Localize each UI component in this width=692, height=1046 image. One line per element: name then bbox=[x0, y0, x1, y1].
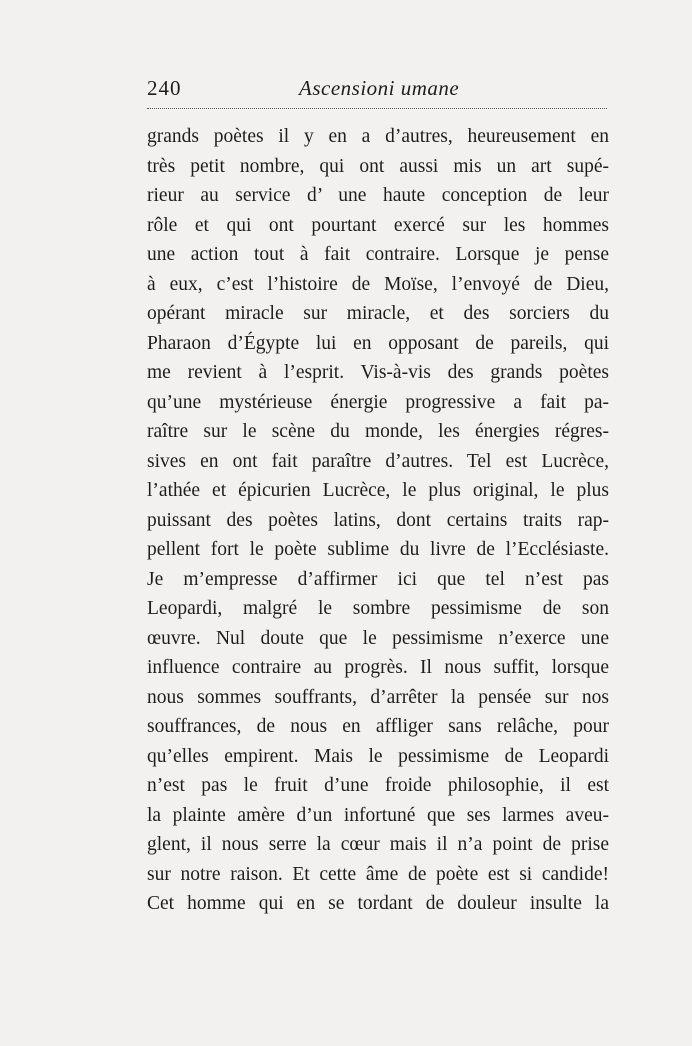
text-line: œuvre. Nul doute que le pessimisme n’exerce une bbox=[147, 627, 609, 649]
page-header bbox=[147, 74, 607, 104]
text-line: nous sommes souffrants, d’arrêter la pensée sur nos bbox=[147, 686, 609, 708]
text-line: pellent fort le poète sublime du livre de l’Ecclésiaste. bbox=[147, 539, 609, 560]
text-line: n’est pas le fruit d’une froide philosophie, il est bbox=[147, 775, 609, 796]
text-line: très petit nombre, qui ont aussi mis un art supé- bbox=[147, 155, 609, 177]
text-line: opérant miracle sur miracle, et des sorciers du bbox=[147, 303, 609, 324]
text-line: à eux, c’est l’histoire de Moïse, l’envoyé de Dieu, bbox=[147, 273, 609, 295]
text-line: Cet homme qui en se tordant de douleur insulte la bbox=[147, 893, 609, 914]
text-line: la plainte amère d’un infortuné que ses larmes aveu- bbox=[147, 804, 609, 826]
text-line: me revient à l’esprit. Vis-à-vis des grands poètes bbox=[147, 362, 609, 383]
page-number: 240 bbox=[147, 76, 182, 100]
text-line: Leopardi, malgré le sombre pessimisme de son bbox=[147, 598, 609, 619]
text-line: qu’une mystérieuse énergie progressive a fait pa- bbox=[147, 391, 609, 413]
running-title: Ascensioni umane bbox=[299, 76, 460, 100]
text-line: souffrances, de nous en affliger sans relâche, pour bbox=[147, 716, 609, 737]
text-line: puissant des poètes latins, dont certains traits rap- bbox=[147, 509, 609, 531]
text-line: influence contraire au progrès. Il nous suffit, lorsque bbox=[147, 657, 609, 678]
header-rule bbox=[147, 108, 607, 109]
text-line: sur notre raison. Et cette âme de poète est si candide! bbox=[147, 863, 609, 885]
text-line: raître sur le scène du monde, les énergies régres- bbox=[147, 421, 609, 442]
text-line: l’athée et épicurien Lucrèce, le plus original, le plus bbox=[147, 480, 609, 501]
text-line: qu’elles empirent. Mais le pessimisme de Leopardi bbox=[147, 745, 609, 767]
body-text bbox=[147, 122, 609, 919]
text-line: Pharaon d’Égypte lui en opposant de pareils, qui bbox=[147, 332, 609, 354]
text-line: glent, il nous serre la cœur mais il n’a point de prise bbox=[147, 834, 609, 855]
text-line: Je m’empresse d’affirmer ici que tel n’est pas bbox=[147, 568, 609, 590]
text-line: sives en ont fait paraître d’autres. Tel est Lucrèce, bbox=[147, 450, 609, 472]
text-line: grands poètes il y en a d’autres, heureusement en bbox=[147, 126, 609, 147]
text-line: rieur au service d’ une haute conception de leur bbox=[147, 185, 609, 206]
text-line: rôle et qui ont pourtant exercé sur les hommes bbox=[147, 214, 609, 236]
text-line: une action tout à fait contraire. Lorsque je pense bbox=[147, 244, 609, 265]
